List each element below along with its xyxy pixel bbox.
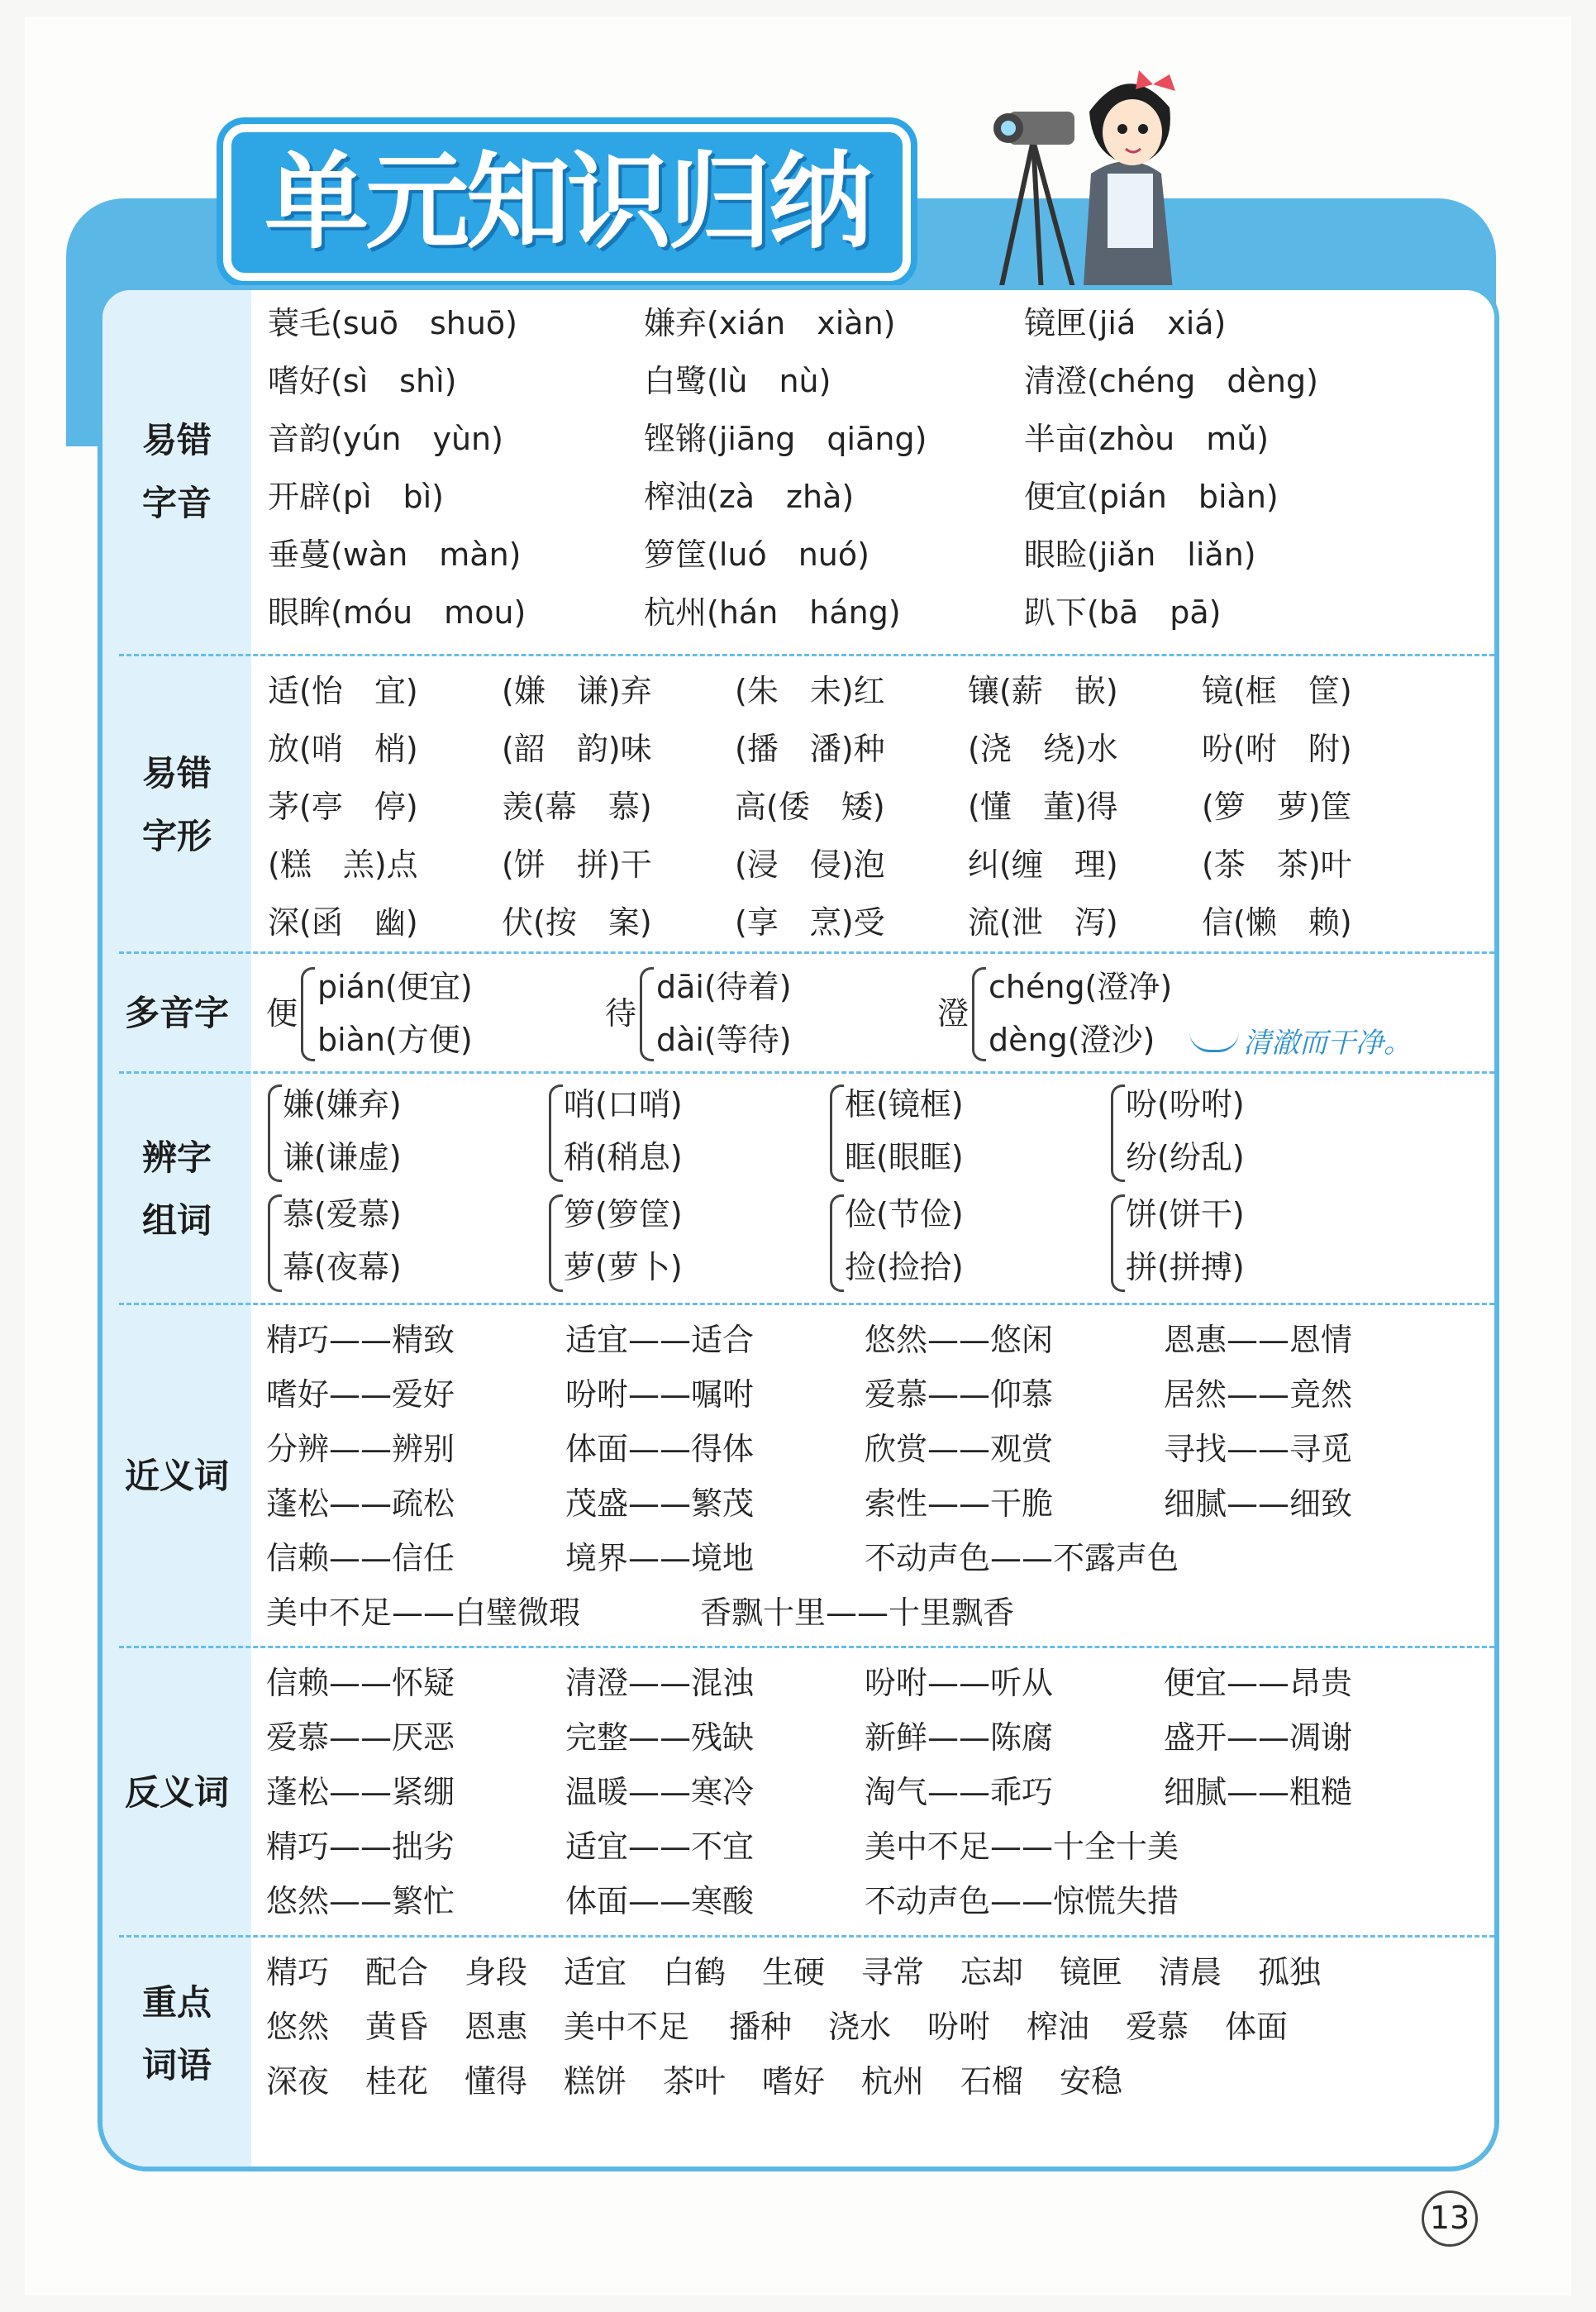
section-divider (119, 1303, 1494, 1305)
page-title: 单元知识归纳 (264, 141, 869, 263)
knowledge-board (98, 285, 1499, 2171)
poly-group: pián(便宜) biàn(方便) (301, 962, 516, 1061)
pair-group: 吩(吩咐) 纷(纷乱) (1111, 1080, 1359, 1187)
section-jin-yi: 近义词 精巧——精致 适宜——适合 悠然——悠闲 恩惠——恩情 嗜好——爱好 吩咐——嘱咐 爱慕——仰慕 居然——竟然 分辨——辨别 体面——得体 欣赏——观赏 寻找——寻觅 蓬松——疏松 茂盛——繁茂 索性——干脆 细腻——细致 信赖——信任 境界——境地 不动声色——不露声色 美中不足——白璧微瑕 香飘十里——十里飘香 (102, 1307, 1494, 1646)
brace (830, 1194, 844, 1292)
section-fan-yi: 反义词 信赖——怀疑 清澄——混浊 吩咐——听从 便宜——昂贵 爱慕——厌恶 完整——残缺 新鲜——陈腐 盛开——凋谢 蓬松——紧绷 温暖——寒冷 淘气——乖巧 细腻——粗糙 精巧——拙劣 适宜——不宜 美中不足——十全十美 悠然——繁忙 体面——寒酸 不动声色——惊慌失措 (102, 1650, 1494, 1935)
brace (830, 1084, 844, 1182)
section-label: 易错 字形 (141, 752, 212, 856)
pair-group: 箩(箩筐) 萝(萝卜) (549, 1189, 797, 1297)
pair-group: 框(镜框) 眶(眼眶) (830, 1080, 1078, 1187)
section-zi-yin: 易错 字音 蓑毛(suō shuō) 嫌弃(xián xiàn) 镜匣(jiá xiá) 嗜好(sì shì) 白鹭(lù nù) 清澄(chéng dèng) 音韵(yún yùn) 铿锵(jiāng qiāng) 半亩(zhòu mǔ) 开辟(pì bì) 榨油(zà zhà) 便宜(pián biàn) 垂蔓(wàn màn) 箩筐(luó nuó) 眼睑(jiǎn liǎn) 眼眸(móu mou) 杭州(hán háng) 趴下(bā pā) (102, 290, 1494, 654)
section-label: 辨字 组词 (141, 1137, 212, 1241)
section-label: 易错 字音 (141, 420, 212, 523)
brace (972, 967, 986, 1061)
pair-group: 饼(饼干) 拼(拼搏) (1111, 1189, 1359, 1297)
section-label: 反义词 (124, 1771, 229, 1813)
section-label: 近义词 (124, 1456, 229, 1497)
section-divider (119, 654, 1494, 656)
title-badge (223, 124, 911, 281)
brace (301, 967, 315, 1061)
section-divider (119, 1935, 1494, 1938)
section-divider (119, 1071, 1494, 1074)
section-label: 多音字 (124, 993, 229, 1034)
section-label: 重点 词语 (141, 1982, 212, 2086)
brace (640, 967, 654, 1061)
poly-group: dāi(待着) dài(等待) (640, 962, 855, 1061)
section-divider (119, 951, 1494, 954)
section-bian-zi (102, 1075, 1494, 1303)
brace (1111, 1084, 1125, 1182)
pair-group: 俭(节俭) 捡(捡拾) (830, 1189, 1078, 1297)
poly-char: 待 (605, 995, 637, 1032)
poly-char: 便 (266, 995, 298, 1032)
pair-group: 哨(口哨) 稍(稍息) (549, 1080, 797, 1187)
brace (268, 1084, 282, 1182)
brace (1111, 1194, 1125, 1292)
handwritten-note: 清澈而干净。 (1243, 1027, 1412, 1060)
page-number: 13 (1422, 2190, 1478, 2247)
section-duo-yin (102, 956, 1494, 1071)
brace (549, 1084, 563, 1182)
pair-group: 慕(爱慕) 幕(夜幕) (268, 1189, 516, 1297)
mascot-illustration (984, 50, 1198, 298)
pair-group: 嫌(嫌弃) 谦(谦虚) (268, 1080, 516, 1187)
section-divider (119, 1646, 1494, 1648)
section-zi-xing: 易错 字形 适(怡 宜) (嫌 谦)弃 (朱 未)红 镶(薪 嵌) 镜(框 筐) 放(哨 梢) (韶 韵)味 (播 潘)种 (浇 绕)水 吩(咐 附) 茅(亭 停) 羡(幕 慕) 高(倭 矮) (懂 董)得 (箩 萝)筐 (糕 羔)点 (饼 拼)干 (浸 侵)泡 纠(缠 理) (茶 茶)叶 深(函 幽) 伏(按 案) (享 烹)受 流(泄 泻) 信(懒 赖) (102, 658, 1494, 951)
brace (268, 1194, 282, 1292)
section-zhong-dian: 重点 词语 精巧 配合 身段 适宜 白鹤 生硬 寻常 忘却 镜匣 清晨 孤独 悠然 黄昏 恩惠 美中不足 播种 浇水 吩咐 榨油 爱慕 体面 深夜 桂花 懂得 糕饼 茶叶 嗜好 杭州 石榴 安稳 (102, 1939, 1494, 2129)
brace (549, 1194, 563, 1292)
poly-char: 澄 (937, 995, 970, 1032)
annotation-arrow (1189, 1032, 1239, 1052)
poly-group: chéng(澄净) dèng(澄沙) (972, 962, 1187, 1061)
